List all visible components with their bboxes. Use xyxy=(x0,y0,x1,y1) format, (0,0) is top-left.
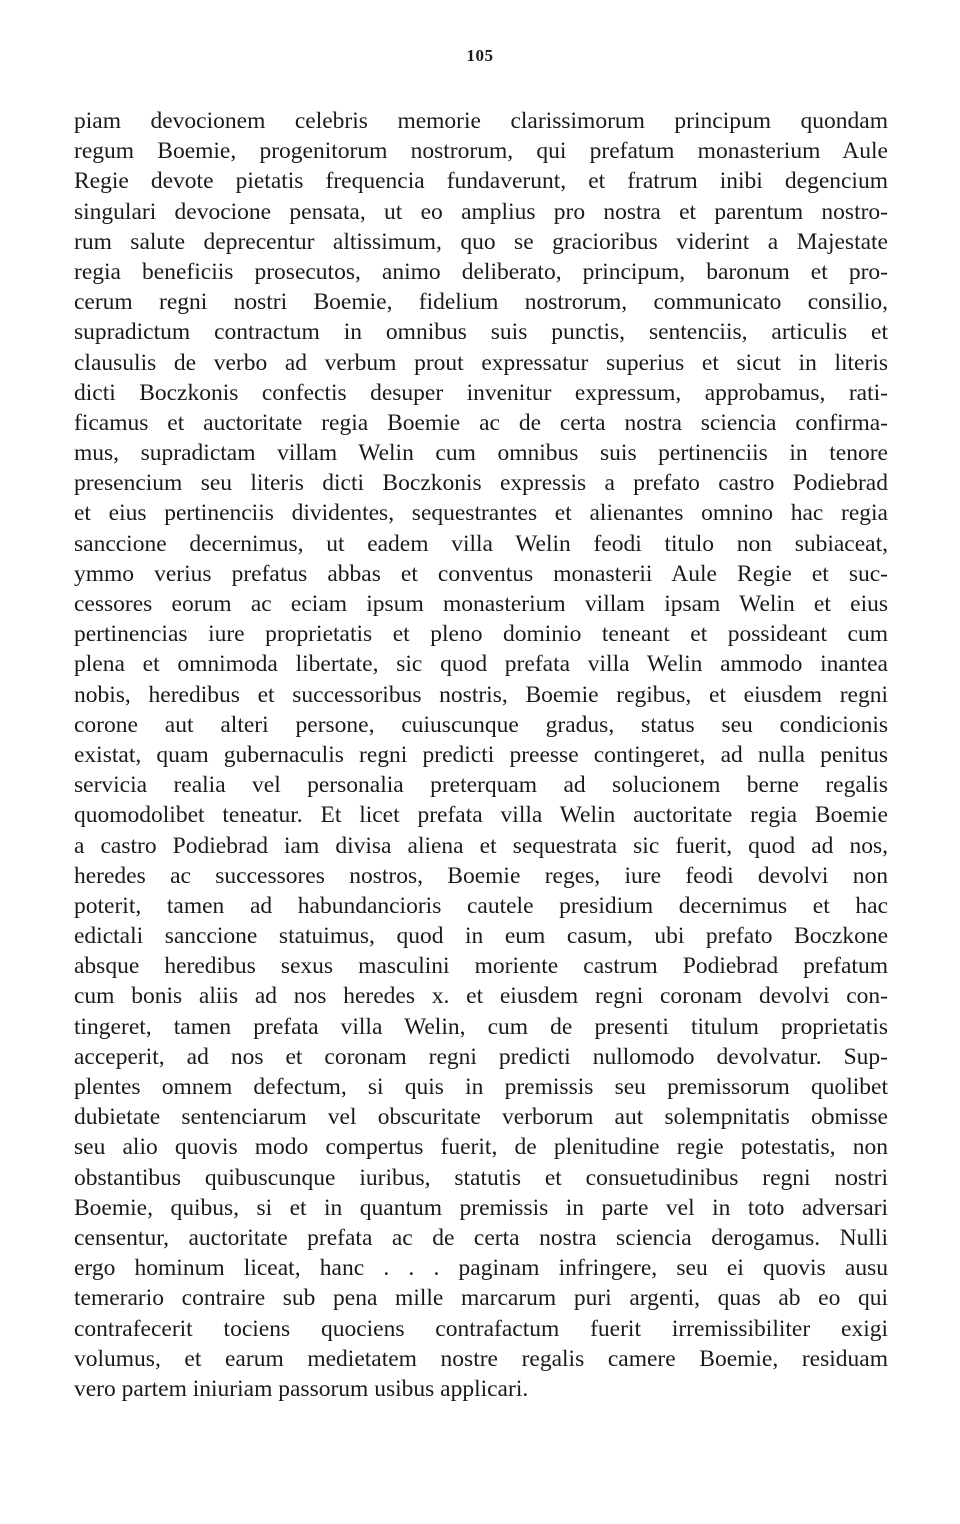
text-line: singulari devocione pensata, ut eo amplius pro nostra et parentum nostro- xyxy=(74,198,888,225)
text-line: presencium seu literis dicti Boczkonis expressis a prefato castro Podiebrad xyxy=(74,470,888,497)
text-line: dubietate sentenciarum vel obscuritate verborum aut solempnitatis obmisse xyxy=(74,1104,888,1131)
body-text xyxy=(74,106,888,1404)
text-line: censentur, auctoritate prefata ac de certa nostra sciencia derogamus. Nulli xyxy=(74,1224,888,1251)
text-line: plentes omnem defectum, si quis in premissis seu premissorum quolibet xyxy=(74,1074,888,1100)
text-line: servicia realia vel personalia preterquam ad solucionem berne regalis xyxy=(74,772,888,799)
text-line: cum bonis aliis ad nos heredes x. et eiusdem regni coronam devolvi con- xyxy=(74,983,888,1010)
text-line: a castro Podiebrad iam divisa aliena et sequestrata sic fuerit, quod ad nos, xyxy=(74,832,888,859)
text-line: cessores eorum ac eciam ipsum monasterium villam ipsam Welin et eius xyxy=(74,591,888,617)
text-line: pertinencias iure proprietatis et pleno dominio teneant et possideant cum xyxy=(74,621,888,648)
text-line: dicti Boczkonis confectis desuper invenitur expressum, approbamus, rati- xyxy=(74,379,888,406)
text-line: existat, quam gubernaculis regni predicti preesse contingeret, ad nulla penitus xyxy=(74,741,888,768)
text-line: rum salute deprecentur altissimum, quo se gracioribus viderint a Majestate xyxy=(74,228,888,255)
text-line: ergo hominum liceat, hanc . . . paginam infringere, seu ei quovis ausu xyxy=(74,1255,888,1282)
text-line: absque heredibus sexus masculini moriente castrum Podiebrad prefatum xyxy=(74,953,888,980)
text-line: ymmo verius prefatus abbas et conventus monasterii Aule Regie et suc- xyxy=(74,560,888,587)
text-line: vero partem iniuriam passorum usibus applicari. xyxy=(74,1375,529,1402)
text-line: supradictum contractum in omnibus suis punctis, sentenciis, articulis et xyxy=(74,319,888,346)
text-line: plena et omnimoda libertate, sic quod prefata villa Welin ammodo inantea xyxy=(74,651,888,678)
text-line: corone aut alteri persone, cuiuscunque gradus, status seu condicionis xyxy=(74,711,888,738)
text-line: piam devocionem celebris memorie clarissimorum principum quondam xyxy=(74,108,888,134)
text-line: quomodolibet teneatur. Et licet prefata villa Welin auctoritate regia Boemie xyxy=(74,802,888,829)
text-line: heredes ac successores nostros, Boemie reges, iure feodi devolvi non xyxy=(74,862,888,889)
text-line: Regie devote pietatis frequencia fundaverunt, et fratrum inibi degencium xyxy=(74,168,888,195)
text-line: clausulis de verbo ad verbum prout expressatur superius et sicut in literis xyxy=(74,349,888,376)
text-line: regia beneficiis prosecutos, animo deliberato, principum, baronum et pro- xyxy=(74,258,888,285)
text-line: sanccione decernimus, ut eadem villa Welin feodi titulo non subiaceat, xyxy=(74,530,888,557)
text-line: cerum regni nostri Boemie, fidelium nostrorum, communicato consilio, xyxy=(74,289,888,316)
text-line: seu alio quovis modo compertus fuerit, de plenitudine regie potestatis, non xyxy=(74,1134,888,1161)
text-line: regum Boemie, progenitorum nostrorum, qui prefatum monasterium Aule xyxy=(74,138,888,165)
text-line: temerario contraire sub pena mille marcarum puri argenti, quas ab eo qui xyxy=(74,1285,888,1312)
text-line: ficamus et auctoritate regia Boemie ac de certa nostra sciencia confirma- xyxy=(74,409,888,436)
text-line: contrafecerit tociens quociens contrafactum fuerit irremissibiliter exigi xyxy=(74,1315,888,1342)
text-line: et eius pertinenciis dividentes, sequestrantes et alienantes omnino hac regia xyxy=(74,500,888,527)
text-line: obstantibus quibuscunque iuribus, statutis et consuetudinibus regni nostri xyxy=(74,1164,888,1191)
text-line: tingeret, tamen prefata villa Welin, cum de presenti titulum proprietatis xyxy=(74,1013,888,1040)
text-line: mus, supradictam villam Welin cum omnibus suis pertinenciis in tenore xyxy=(74,440,888,467)
text-line: edictali sanccione statuimus, quod in eum casum, ubi prefato Boczkone xyxy=(74,923,888,950)
text-line: volumus, et earum medietatem nostre regalis camere Boemie, residuam xyxy=(74,1345,888,1372)
page-number: 105 xyxy=(466,46,494,65)
text-line: nobis, heredibus et successoribus nostris, Boemie regibus, et eiusdem regni xyxy=(74,681,888,708)
text-line: Boemie, quibus, si et in quantum premissis in parte vel in toto adversari xyxy=(74,1194,888,1221)
text-line: poterit, tamen ad habundancioris cautele presidium decernimus et hac xyxy=(74,892,888,919)
text-line: acceperit, ad nos et coronam regni predicti nullomodo devolvatur. Sup- xyxy=(74,1043,888,1070)
